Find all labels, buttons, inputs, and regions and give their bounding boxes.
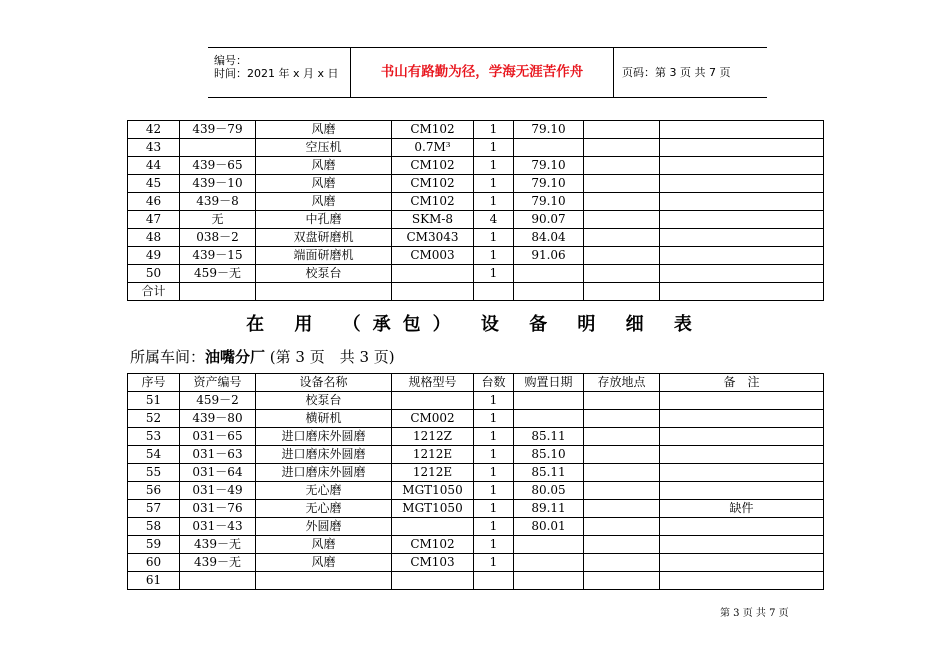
cell-name: 风磨 (256, 554, 392, 572)
cell-location (584, 139, 660, 157)
cell-date: 79.10 (514, 157, 584, 175)
cell-index: 57 (128, 500, 180, 518)
section-title: 在 用 （承包） 设 备 明 细 表 (246, 314, 704, 335)
cell-asset-no: 031－49 (180, 482, 256, 500)
cell-date (514, 536, 584, 554)
cell-index: 51 (128, 392, 180, 410)
cell-remark (660, 211, 824, 229)
cell-remark (660, 283, 824, 301)
cell-asset-no (180, 572, 256, 590)
cell-asset-no: 038－2 (180, 229, 256, 247)
header-cell-qty: 台数 (474, 374, 514, 392)
cell-asset-no: 439－80 (180, 410, 256, 428)
header-meta (208, 48, 351, 97)
cell-qty: 1 (474, 392, 514, 410)
table-row (128, 157, 824, 175)
cell-model: CM103 (392, 554, 474, 572)
cell-location (584, 482, 660, 500)
cell-remark (660, 157, 824, 175)
cell-qty: 1 (474, 536, 514, 554)
cell-date: 80.05 (514, 482, 584, 500)
cell-asset-no: 031－76 (180, 500, 256, 518)
table-row (128, 500, 824, 518)
table-header-row (128, 374, 824, 392)
cell-date (514, 392, 584, 410)
workshop-label: 所属车间： (130, 348, 206, 366)
cell-name: 风磨 (256, 193, 392, 211)
cell-name (256, 572, 392, 590)
cell-location (584, 392, 660, 410)
cell-location (584, 211, 660, 229)
header-cell-date: 购置日期 (514, 374, 584, 392)
cell-qty: 1 (474, 175, 514, 193)
cell-date (514, 139, 584, 157)
cell-asset-no: 439－65 (180, 157, 256, 175)
cell-model: MGT1050 (392, 500, 474, 518)
cell-name (256, 283, 392, 301)
cell-remark (660, 536, 824, 554)
cell-location (584, 247, 660, 265)
table-row (128, 283, 824, 301)
table-row (128, 175, 824, 193)
cell-qty: 1 (474, 482, 514, 500)
cell-asset-no: 439－10 (180, 175, 256, 193)
cell-location (584, 157, 660, 175)
cell-location (584, 464, 660, 482)
equipment-table-continued (127, 120, 824, 301)
page-header (208, 47, 767, 98)
cell-index: 44 (128, 157, 180, 175)
cell-name: 风磨 (256, 157, 392, 175)
cell-model: CM102 (392, 193, 474, 211)
header-motto: 书山有路勤为径，学海无涯苦作舟 (351, 48, 614, 97)
cell-model: CM102 (392, 121, 474, 139)
header-cell-model: 规格型号 (392, 374, 474, 392)
cell-index: 45 (128, 175, 180, 193)
cell-name: 风磨 (256, 121, 392, 139)
cell-name: 进口磨床外圆磨 (256, 446, 392, 464)
cell-qty: 1 (474, 428, 514, 446)
table-row (128, 572, 824, 590)
workshop-name: 油嘴分厂 (205, 348, 266, 366)
cell-date (514, 265, 584, 283)
cell-qty: 1 (474, 139, 514, 157)
cell-asset-no: 031－43 (180, 518, 256, 536)
cell-name: 风磨 (256, 175, 392, 193)
cell-index: 43 (128, 139, 180, 157)
cell-asset-no: 031－64 (180, 464, 256, 482)
table-row (128, 554, 824, 572)
cell-date: 85.11 (514, 464, 584, 482)
cell-remark (660, 446, 824, 464)
table-row (128, 229, 824, 247)
cell-qty: 1 (474, 265, 514, 283)
cell-index: 52 (128, 410, 180, 428)
cell-model (392, 265, 474, 283)
number-label: 编号： (214, 54, 247, 67)
cell-date: 85.10 (514, 446, 584, 464)
cell-index: 55 (128, 464, 180, 482)
cell-name: 进口磨床外圆磨 (256, 428, 392, 446)
cell-index: 46 (128, 193, 180, 211)
cell-location (584, 536, 660, 554)
cell-qty: 1 (474, 193, 514, 211)
table-row (128, 265, 824, 283)
cell-name: 校泵台 (256, 392, 392, 410)
cell-asset-no (180, 139, 256, 157)
cell-model (392, 283, 474, 301)
workshop-line (130, 346, 395, 367)
cell-asset-no: 459－2 (180, 392, 256, 410)
cell-name: 空压机 (256, 139, 392, 157)
table-row (128, 410, 824, 428)
table-row (128, 518, 824, 536)
cell-date (514, 410, 584, 428)
cell-remark (660, 265, 824, 283)
header-cell-location: 存放地点 (584, 374, 660, 392)
table-row (128, 247, 824, 265)
cell-qty (474, 572, 514, 590)
cell-remark: 缺件 (660, 500, 824, 518)
table-row (128, 193, 824, 211)
cell-remark (660, 572, 824, 590)
page-footer: 第 3 页 共 7 页 (720, 608, 789, 619)
cell-location (584, 229, 660, 247)
header-cell-asset-no: 资产编号 (180, 374, 256, 392)
cell-model (392, 518, 474, 536)
cell-model: CM3043 (392, 229, 474, 247)
cell-remark (660, 554, 824, 572)
cell-index: 54 (128, 446, 180, 464)
cell-name: 中孔磨 (256, 211, 392, 229)
cell-index: 50 (128, 265, 180, 283)
cell-qty: 1 (474, 464, 514, 482)
table-row (128, 446, 824, 464)
header-cell-remark: 备 注 (660, 374, 824, 392)
cell-remark (660, 428, 824, 446)
cell-model: 1212E (392, 446, 474, 464)
cell-index: 60 (128, 554, 180, 572)
cell-remark (660, 175, 824, 193)
cell-location (584, 265, 660, 283)
cell-model (392, 392, 474, 410)
cell-location (584, 554, 660, 572)
cell-remark (660, 482, 824, 500)
cell-name: 外圆磨 (256, 518, 392, 536)
cell-asset-no: 439－8 (180, 193, 256, 211)
cell-index: 47 (128, 211, 180, 229)
table-row (128, 464, 824, 482)
table-row (128, 392, 824, 410)
cell-index: 53 (128, 428, 180, 446)
cell-location (584, 572, 660, 590)
cell-index: 49 (128, 247, 180, 265)
header-cell-index: 序号 (128, 374, 180, 392)
cell-location (584, 518, 660, 536)
cell-remark (660, 121, 824, 139)
cell-asset-no: 439－79 (180, 121, 256, 139)
cell-remark (660, 410, 824, 428)
header-page-info: 页码：第 3 页 共 7 页 (622, 66, 731, 79)
table-row (128, 428, 824, 446)
cell-location (584, 446, 660, 464)
cell-remark (660, 247, 824, 265)
cell-remark (660, 139, 824, 157)
cell-name: 校泵台 (256, 265, 392, 283)
cell-asset-no: 439－无 (180, 554, 256, 572)
cell-location (584, 193, 660, 211)
cell-location (584, 121, 660, 139)
cell-name: 端面研磨机 (256, 247, 392, 265)
table-row (128, 482, 824, 500)
cell-remark (660, 392, 824, 410)
cell-model: CM102 (392, 157, 474, 175)
cell-qty: 1 (474, 157, 514, 175)
cell-index: 42 (128, 121, 180, 139)
cell-location (584, 175, 660, 193)
cell-model: CM102 (392, 175, 474, 193)
cell-date (514, 572, 584, 590)
cell-date (514, 283, 584, 301)
cell-asset-no: 459－无 (180, 265, 256, 283)
cell-qty: 1 (474, 410, 514, 428)
cell-model: 0.7M³ (392, 139, 474, 157)
cell-location (584, 500, 660, 518)
cell-remark (660, 518, 824, 536)
cell-name: 无心磨 (256, 500, 392, 518)
cell-name: 双盘研磨机 (256, 229, 392, 247)
cell-name: 风磨 (256, 536, 392, 554)
cell-model: MGT1050 (392, 482, 474, 500)
cell-model: 1212Z (392, 428, 474, 446)
cell-date: 91.06 (514, 247, 584, 265)
cell-qty: 1 (474, 500, 514, 518)
cell-qty (474, 283, 514, 301)
cell-index: 合计 (128, 283, 180, 301)
cell-date (514, 554, 584, 572)
cell-date: 85.11 (514, 428, 584, 446)
cell-index: 58 (128, 518, 180, 536)
cell-qty: 1 (474, 554, 514, 572)
table-row (128, 139, 824, 157)
cell-date: 79.10 (514, 193, 584, 211)
cell-date: 79.10 (514, 175, 584, 193)
table-row (128, 121, 824, 139)
cell-model: 1212E (392, 464, 474, 482)
cell-date: 84.04 (514, 229, 584, 247)
cell-qty: 4 (474, 211, 514, 229)
cell-qty: 1 (474, 229, 514, 247)
cell-qty: 1 (474, 247, 514, 265)
table-row (128, 211, 824, 229)
cell-asset-no: 031－63 (180, 446, 256, 464)
cell-location (584, 283, 660, 301)
cell-remark (660, 193, 824, 211)
cell-location (584, 410, 660, 428)
cell-asset-no (180, 283, 256, 301)
cell-date: 79.10 (514, 121, 584, 139)
cell-model: SKM-8 (392, 211, 474, 229)
cell-location (584, 428, 660, 446)
cell-name: 无心磨 (256, 482, 392, 500)
cell-name: 进口磨床外圆磨 (256, 464, 392, 482)
time-label: 时间：2021 年 x 月 x 日 (214, 67, 339, 80)
cell-date: 90.07 (514, 211, 584, 229)
cell-qty: 1 (474, 518, 514, 536)
equipment-table (127, 373, 824, 590)
cell-index: 61 (128, 572, 180, 590)
cell-date: 80.01 (514, 518, 584, 536)
cell-index: 59 (128, 536, 180, 554)
cell-date: 89.11 (514, 500, 584, 518)
cell-asset-no: 439－15 (180, 247, 256, 265)
cell-model: CM003 (392, 247, 474, 265)
cell-name: 横研机 (256, 410, 392, 428)
cell-remark (660, 464, 824, 482)
cell-model: CM102 (392, 536, 474, 554)
table-row (128, 536, 824, 554)
cell-qty: 1 (474, 446, 514, 464)
cell-model: CM002 (392, 410, 474, 428)
header-cell-name: 设备名称 (256, 374, 392, 392)
cell-model (392, 572, 474, 590)
cell-qty: 1 (474, 121, 514, 139)
cell-index: 48 (128, 229, 180, 247)
cell-index: 56 (128, 482, 180, 500)
cell-asset-no: 031－65 (180, 428, 256, 446)
cell-remark (660, 229, 824, 247)
cell-asset-no: 439－无 (180, 536, 256, 554)
page-note: (第 3 页 共 3 页) (265, 348, 395, 366)
cell-asset-no: 无 (180, 211, 256, 229)
